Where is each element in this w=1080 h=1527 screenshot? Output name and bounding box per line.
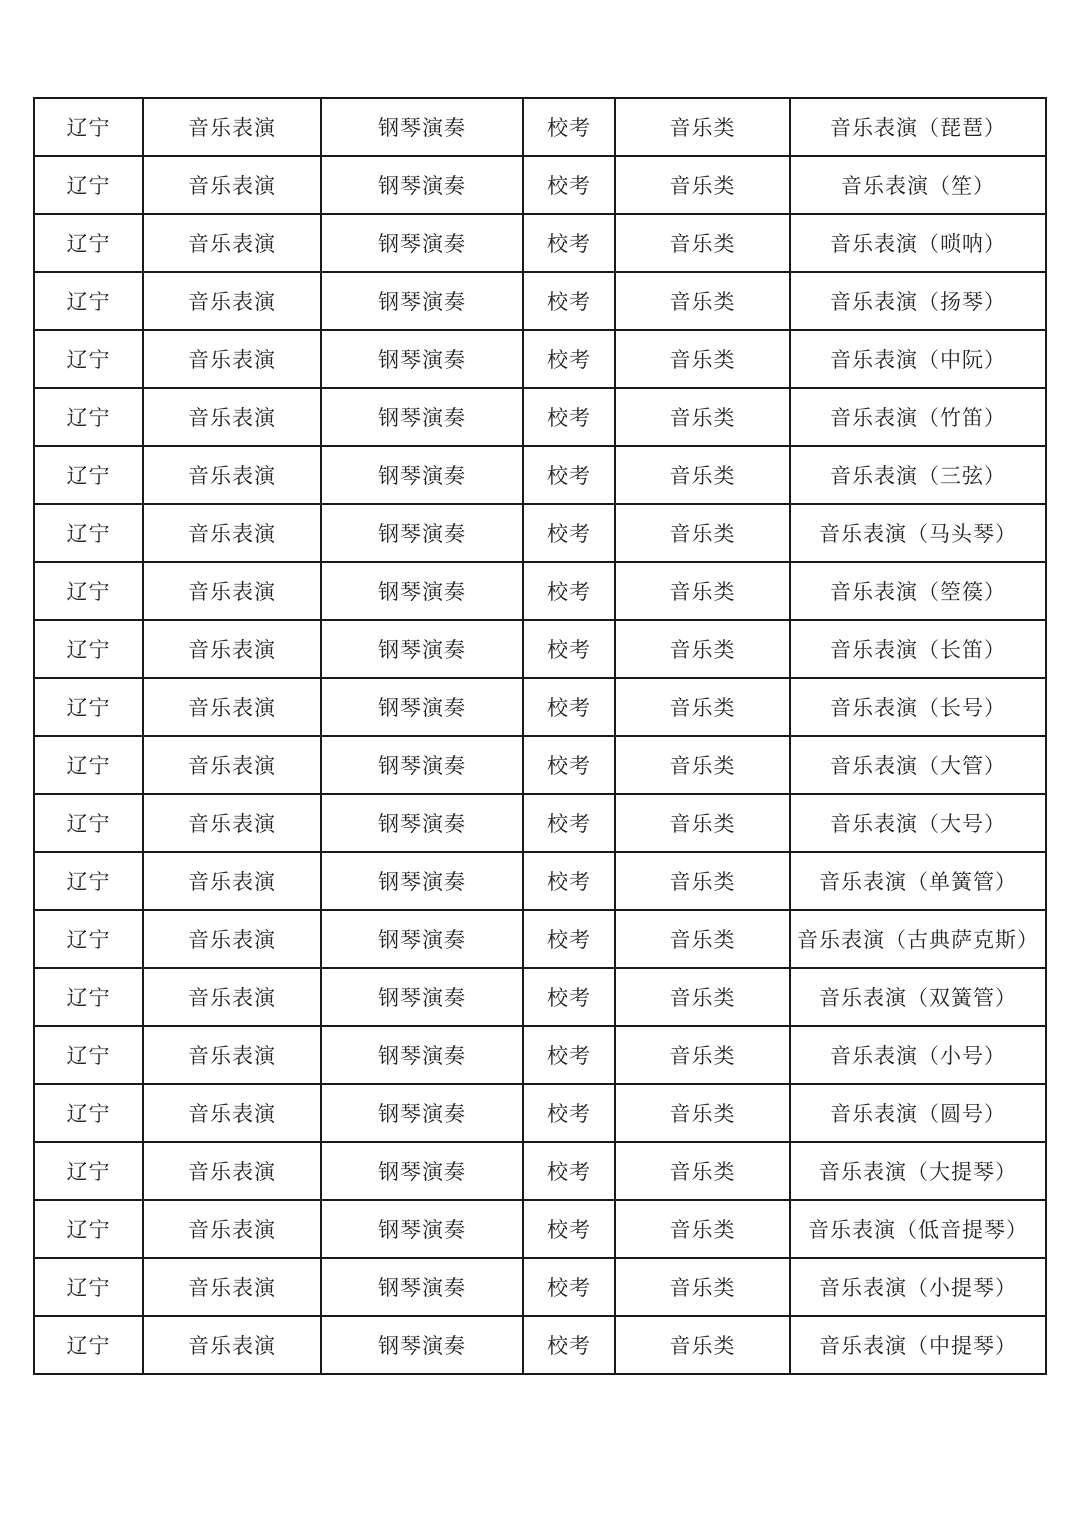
- exam-type-cell: 校考: [523, 620, 615, 678]
- direction-cell: 钢琴演奏: [321, 852, 523, 910]
- category-cell: 音乐类: [615, 1142, 790, 1200]
- specialty-cell: 音乐表演（竹笛）: [790, 388, 1046, 446]
- table-row: [34, 446, 1046, 504]
- direction-cell: 钢琴演奏: [321, 388, 523, 446]
- direction-cell: 钢琴演奏: [321, 1200, 523, 1258]
- category-cell: 音乐类: [615, 1084, 790, 1142]
- category-cell: 音乐类: [615, 562, 790, 620]
- province-cell: 辽宁: [34, 1026, 143, 1084]
- category-cell: 音乐类: [615, 620, 790, 678]
- table-row: [34, 736, 1046, 794]
- category-cell: 音乐类: [615, 1026, 790, 1084]
- specialty-cell: 音乐表演（长笛）: [790, 620, 1046, 678]
- table-row: [34, 1084, 1046, 1142]
- exam-type-cell: 校考: [523, 388, 615, 446]
- major-cell: 音乐表演: [143, 968, 321, 1026]
- direction-cell: 钢琴演奏: [321, 794, 523, 852]
- direction-cell: 钢琴演奏: [321, 678, 523, 736]
- exam-type-cell: 校考: [523, 794, 615, 852]
- exam-type-cell: 校考: [523, 1084, 615, 1142]
- table-row: [34, 1258, 1046, 1316]
- direction-cell: 钢琴演奏: [321, 910, 523, 968]
- exam-type-cell: 校考: [523, 504, 615, 562]
- table-row: [34, 388, 1046, 446]
- major-cell: 音乐表演: [143, 156, 321, 214]
- table-row: [34, 272, 1046, 330]
- direction-cell: 钢琴演奏: [321, 330, 523, 388]
- major-cell: 音乐表演: [143, 1026, 321, 1084]
- province-cell: 辽宁: [34, 910, 143, 968]
- direction-cell: 钢琴演奏: [321, 620, 523, 678]
- exam-type-cell: 校考: [523, 1200, 615, 1258]
- province-cell: 辽宁: [34, 620, 143, 678]
- category-cell: 音乐类: [615, 1316, 790, 1374]
- province-cell: 辽宁: [34, 214, 143, 272]
- major-cell: 音乐表演: [143, 214, 321, 272]
- exam-type-cell: 校考: [523, 98, 615, 156]
- direction-cell: 钢琴演奏: [321, 156, 523, 214]
- table-row: [34, 98, 1046, 156]
- major-cell: 音乐表演: [143, 272, 321, 330]
- province-cell: 辽宁: [34, 562, 143, 620]
- direction-cell: 钢琴演奏: [321, 272, 523, 330]
- exam-type-cell: 校考: [523, 1316, 615, 1374]
- category-cell: 音乐类: [615, 794, 790, 852]
- exam-type-cell: 校考: [523, 968, 615, 1026]
- specialty-cell: 音乐表演（大管）: [790, 736, 1046, 794]
- province-cell: 辽宁: [34, 272, 143, 330]
- major-cell: 音乐表演: [143, 388, 321, 446]
- category-cell: 音乐类: [615, 968, 790, 1026]
- specialty-cell: 音乐表演（琵琶）: [790, 98, 1046, 156]
- major-cell: 音乐表演: [143, 1200, 321, 1258]
- direction-cell: 钢琴演奏: [321, 1026, 523, 1084]
- table-row: [34, 794, 1046, 852]
- exam-type-cell: 校考: [523, 272, 615, 330]
- table-row: [34, 1026, 1046, 1084]
- direction-cell: 钢琴演奏: [321, 562, 523, 620]
- category-cell: 音乐类: [615, 388, 790, 446]
- province-cell: 辽宁: [34, 446, 143, 504]
- major-cell: 音乐表演: [143, 446, 321, 504]
- major-cell: 音乐表演: [143, 98, 321, 156]
- table-row: [34, 1200, 1046, 1258]
- specialty-cell: 音乐表演（小提琴）: [790, 1258, 1046, 1316]
- province-cell: 辽宁: [34, 1258, 143, 1316]
- specialty-cell: 音乐表演（三弦）: [790, 446, 1046, 504]
- province-cell: 辽宁: [34, 1084, 143, 1142]
- specialty-cell: 音乐表演（低音提琴）: [790, 1200, 1046, 1258]
- category-cell: 音乐类: [615, 504, 790, 562]
- table-row: [34, 156, 1046, 214]
- province-cell: 辽宁: [34, 504, 143, 562]
- exam-type-cell: 校考: [523, 446, 615, 504]
- direction-cell: 钢琴演奏: [321, 98, 523, 156]
- direction-cell: 钢琴演奏: [321, 446, 523, 504]
- major-cell: 音乐表演: [143, 562, 321, 620]
- major-cell: 音乐表演: [143, 1316, 321, 1374]
- major-cell: 音乐表演: [143, 678, 321, 736]
- category-cell: 音乐类: [615, 214, 790, 272]
- province-cell: 辽宁: [34, 330, 143, 388]
- province-cell: 辽宁: [34, 388, 143, 446]
- category-cell: 音乐类: [615, 678, 790, 736]
- category-cell: 音乐类: [615, 330, 790, 388]
- province-cell: 辽宁: [34, 736, 143, 794]
- category-cell: 音乐类: [615, 98, 790, 156]
- table-row: [34, 330, 1046, 388]
- exam-type-cell: 校考: [523, 156, 615, 214]
- specialty-cell: 音乐表演（扬琴）: [790, 272, 1046, 330]
- major-cell: 音乐表演: [143, 1142, 321, 1200]
- category-cell: 音乐类: [615, 1200, 790, 1258]
- province-cell: 辽宁: [34, 968, 143, 1026]
- table-row: [34, 678, 1046, 736]
- major-cell: 音乐表演: [143, 330, 321, 388]
- specialty-cell: 音乐表演（箜篌）: [790, 562, 1046, 620]
- admissions-table: [33, 97, 1047, 1375]
- province-cell: 辽宁: [34, 794, 143, 852]
- province-cell: 辽宁: [34, 98, 143, 156]
- province-cell: 辽宁: [34, 1316, 143, 1374]
- exam-type-cell: 校考: [523, 562, 615, 620]
- major-cell: 音乐表演: [143, 1084, 321, 1142]
- specialty-cell: 音乐表演（单簧管）: [790, 852, 1046, 910]
- exam-type-cell: 校考: [523, 910, 615, 968]
- exam-type-cell: 校考: [523, 1026, 615, 1084]
- major-cell: 音乐表演: [143, 736, 321, 794]
- specialty-cell: 音乐表演（古典萨克斯）: [790, 910, 1046, 968]
- province-cell: 辽宁: [34, 156, 143, 214]
- direction-cell: 钢琴演奏: [321, 504, 523, 562]
- category-cell: 音乐类: [615, 446, 790, 504]
- direction-cell: 钢琴演奏: [321, 1258, 523, 1316]
- specialty-cell: 音乐表演（长号）: [790, 678, 1046, 736]
- table-row: [34, 910, 1046, 968]
- exam-type-cell: 校考: [523, 214, 615, 272]
- table-row: [34, 1142, 1046, 1200]
- table-row: [34, 1316, 1046, 1374]
- specialty-cell: 音乐表演（双簧管）: [790, 968, 1046, 1026]
- exam-type-cell: 校考: [523, 330, 615, 388]
- exam-type-cell: 校考: [523, 1258, 615, 1316]
- major-cell: 音乐表演: [143, 620, 321, 678]
- table-row: [34, 852, 1046, 910]
- exam-type-cell: 校考: [523, 852, 615, 910]
- exam-type-cell: 校考: [523, 678, 615, 736]
- table-row: [34, 620, 1046, 678]
- specialty-cell: 音乐表演（唢呐）: [790, 214, 1046, 272]
- specialty-cell: 音乐表演（中提琴）: [790, 1316, 1046, 1374]
- exam-type-cell: 校考: [523, 1142, 615, 1200]
- table-row: [34, 214, 1046, 272]
- category-cell: 音乐类: [615, 1258, 790, 1316]
- category-cell: 音乐类: [615, 910, 790, 968]
- specialty-cell: 音乐表演（大提琴）: [790, 1142, 1046, 1200]
- province-cell: 辽宁: [34, 678, 143, 736]
- specialty-cell: 音乐表演（大号）: [790, 794, 1046, 852]
- specialty-cell: 音乐表演（笙）: [790, 156, 1046, 214]
- exam-type-cell: 校考: [523, 736, 615, 794]
- table-row: [34, 968, 1046, 1026]
- major-cell: 音乐表演: [143, 794, 321, 852]
- major-cell: 音乐表演: [143, 910, 321, 968]
- direction-cell: 钢琴演奏: [321, 736, 523, 794]
- major-cell: 音乐表演: [143, 504, 321, 562]
- direction-cell: 钢琴演奏: [321, 214, 523, 272]
- direction-cell: 钢琴演奏: [321, 968, 523, 1026]
- province-cell: 辽宁: [34, 852, 143, 910]
- specialty-cell: 音乐表演（马头琴）: [790, 504, 1046, 562]
- table-row: [34, 504, 1046, 562]
- category-cell: 音乐类: [615, 852, 790, 910]
- direction-cell: 钢琴演奏: [321, 1084, 523, 1142]
- major-cell: 音乐表演: [143, 1258, 321, 1316]
- specialty-cell: 音乐表演（小号）: [790, 1026, 1046, 1084]
- direction-cell: 钢琴演奏: [321, 1316, 523, 1374]
- direction-cell: 钢琴演奏: [321, 1142, 523, 1200]
- specialty-cell: 音乐表演（圆号）: [790, 1084, 1046, 1142]
- province-cell: 辽宁: [34, 1142, 143, 1200]
- table-row: [34, 562, 1046, 620]
- province-cell: 辽宁: [34, 1200, 143, 1258]
- category-cell: 音乐类: [615, 736, 790, 794]
- category-cell: 音乐类: [615, 156, 790, 214]
- major-cell: 音乐表演: [143, 852, 321, 910]
- table-body: [34, 98, 1046, 1374]
- specialty-cell: 音乐表演（中阮）: [790, 330, 1046, 388]
- category-cell: 音乐类: [615, 272, 790, 330]
